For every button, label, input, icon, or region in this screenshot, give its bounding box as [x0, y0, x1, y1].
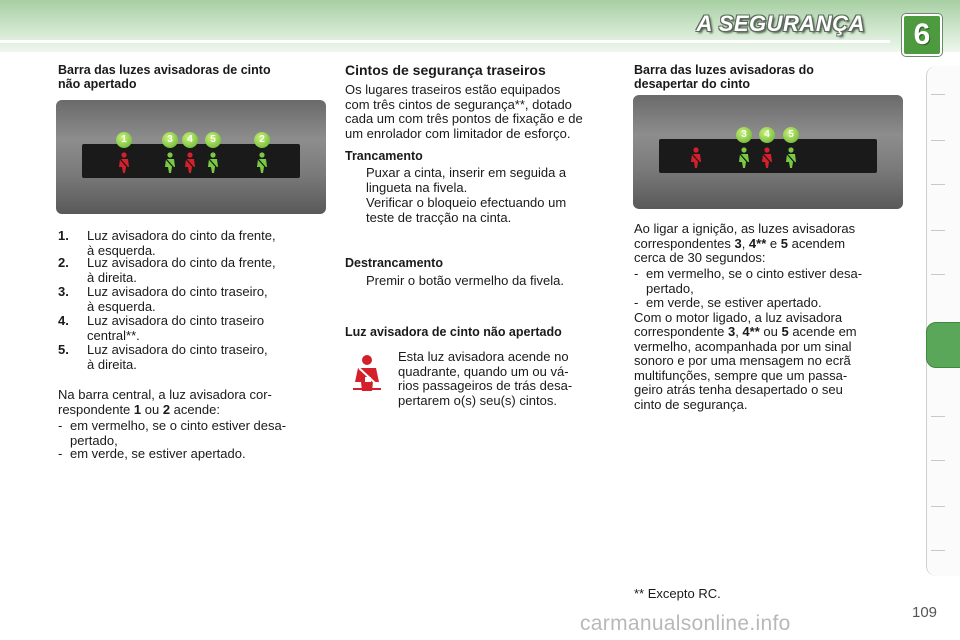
tab-divider — [931, 184, 945, 185]
seatbelt-green-icon — [737, 147, 751, 169]
left-heading — [58, 64, 338, 91]
panel-badge: 3 — [162, 132, 178, 148]
paragraph-line: cinto de segurança. — [634, 396, 748, 412]
paragraph-line: multifunções, sempre que um passa- — [634, 367, 848, 383]
tab-divider — [931, 550, 945, 551]
paragraph-line: Ao ligar a ignição, as luzes avisadoras — [634, 221, 856, 236]
dash-text: em verde, se estiver apertado. — [70, 446, 246, 461]
chapter-number-badge: 6 — [902, 14, 942, 56]
chapter-tab-strip — [926, 66, 960, 576]
text-run: respondente — [58, 401, 134, 417]
dash-text: em vermelho, se o cinto estiver desa- — [646, 266, 863, 281]
paragraph-line: Na barra central, a luz avisadora cor- — [58, 387, 272, 402]
text-run: ou — [141, 401, 163, 417]
seatbelt-green-icon — [206, 152, 220, 174]
bullet-text: Puxar a cinta, inserir em seguida a — [366, 165, 567, 180]
watermark: carmanualsonline.info — [580, 612, 791, 635]
bold-ref: 5 — [781, 324, 789, 339]
page-number: 109 — [912, 604, 938, 621]
warning-line: Esta luz avisadora acende no — [398, 349, 569, 364]
middle-title: Cintos de segurança traseiros — [345, 62, 546, 78]
text-run: correspondente — [634, 324, 728, 339]
text-run: ou — [759, 324, 782, 339]
right-heading-line: Barra das luzes avisadoras do — [634, 63, 814, 77]
item-text: Luz avisadora do cinto traseiro — [87, 313, 265, 328]
dash-mark: - — [58, 418, 63, 433]
dash-text: em vermelho, se o cinto estiver desa- — [70, 418, 287, 433]
item-number: 2. — [58, 255, 69, 270]
seatbelt-red-icon — [760, 147, 774, 169]
dash-text: em verde, se estiver apertado. — [646, 295, 822, 310]
bold-ref: 2 — [162, 401, 171, 417]
text-run: , — [741, 235, 749, 251]
seatbelt-green-icon — [163, 152, 177, 174]
text-run: , — [735, 324, 743, 339]
bullet-text: teste de tracção na cinta. — [366, 209, 512, 225]
seatbelt-red-icon — [183, 152, 197, 174]
right-paragraph-2 — [634, 311, 904, 326]
item-text: central**. — [87, 327, 140, 343]
bold-ref: 5 — [780, 235, 788, 251]
paragraph-line: Com o motor ligado, a luz avisadora — [634, 309, 843, 325]
paragraph-line: cerca de 30 segundos: — [634, 250, 766, 265]
text-run: acendem — [787, 235, 846, 251]
warning-line: quadrante, quando um ou vá- — [398, 363, 569, 379]
dash-mark: - — [634, 295, 639, 310]
panel-badge: 2 — [254, 132, 270, 148]
intro-line: com três cintos de segurança**, dotado — [345, 96, 572, 112]
left-paragraph-line2 — [58, 403, 324, 418]
intro-line: Os lugares traseiros estão equipados — [345, 82, 561, 97]
right-heading — [634, 64, 904, 91]
bold-ref: 3 — [734, 235, 742, 251]
tab-divider — [931, 460, 945, 461]
text-run: acende em — [788, 324, 857, 339]
header-stripe — [0, 40, 890, 43]
warning-line: rios passageiros de trás desa- — [398, 378, 573, 393]
tab-chapter-6-active[interactable] — [926, 322, 960, 368]
panel-badge: 5 — [205, 132, 221, 148]
item-number: 3. — [58, 284, 69, 299]
tab-divider — [931, 416, 945, 417]
bullet-text: Verificar o bloqueio efectuando um — [366, 195, 567, 210]
item-text: Luz avisadora do cinto da frente, — [87, 255, 276, 270]
chapter-title: A SEGURANÇA — [696, 11, 865, 36]
bullet-text: Premir o botão vermelho da fivela. — [366, 273, 564, 288]
item-number: 5. — [58, 342, 69, 357]
right-paragraph-1-line2 — [634, 237, 904, 252]
intro-line: um enrolador com limitador de esforço. — [345, 125, 571, 141]
left-heading-line: Barra das luzes avisadoras de cinto — [58, 63, 271, 77]
item-text: à esquerda. — [87, 298, 156, 314]
middle-intro — [345, 83, 615, 141]
bold-ref: 3 — [727, 324, 736, 339]
panel-badge: 5 — [783, 127, 799, 143]
item-number: 4. — [58, 313, 69, 328]
left-paragraph — [58, 388, 324, 403]
right-paragraph-2-rest — [634, 340, 904, 413]
dash-text: pertado, — [70, 432, 118, 448]
warning-heading: Luz avisadora de cinto não apertado — [345, 325, 562, 339]
panel-badge: 3 — [736, 127, 752, 143]
seatbelt-red-icon — [117, 152, 131, 174]
left-heading-line: não apertado — [58, 76, 137, 91]
tab-divider — [931, 506, 945, 507]
page-header — [0, 0, 960, 52]
item-text: Luz avisadora do cinto traseiro, — [87, 284, 268, 299]
unlock-heading: Destrancamento — [345, 256, 443, 270]
panel-badge: 4 — [759, 127, 775, 143]
bold-ref: 4** — [742, 324, 760, 339]
warning-text — [398, 350, 615, 408]
item-text: à esquerda. — [87, 242, 156, 258]
intro-line: cada um com três pontos de fixação e de — [345, 111, 583, 126]
paragraph-line: geiro atrás tenha desapertado o seu — [634, 382, 843, 397]
text-run: e — [766, 235, 781, 251]
seatbelt-warning-icon — [350, 354, 384, 392]
tab-divider — [931, 230, 945, 231]
panel-badge: 4 — [182, 132, 198, 148]
right-paragraph-1 — [634, 222, 904, 237]
tab-divider — [931, 140, 945, 141]
paragraph-line: sonoro e por uma mensagem no ecrã — [634, 353, 851, 368]
front-seatbelt-warning-panel — [56, 100, 326, 214]
right-heading-line: desapertar do cinto — [634, 76, 750, 91]
bold-ref: 1 — [133, 401, 142, 417]
seatbelt-red-icon — [689, 147, 703, 169]
item-text: Luz avisadora do cinto da frente, — [87, 228, 276, 243]
lock-heading: Trancamento — [345, 149, 423, 163]
dash-mark: - — [58, 446, 63, 461]
item-text: Luz avisadora do cinto traseiro, — [87, 342, 268, 357]
bullet-text: lingueta na fivela. — [366, 179, 468, 195]
right-paragraph-2-line2 — [634, 325, 904, 340]
paragraph-line: vermelho, acompanhada por um sinal — [634, 338, 852, 354]
warning-line: pertarem o(s) seu(s) cintos. — [398, 392, 557, 408]
seatbelt-green-icon — [784, 147, 798, 169]
rear-seatbelt-warning-panel — [633, 95, 903, 209]
dash-mark: - — [634, 266, 639, 281]
seatbelt-green-icon — [255, 152, 269, 174]
bold-ref: 4** — [748, 235, 767, 251]
panel-badge: 1 — [116, 132, 132, 148]
text-run: acende: — [170, 401, 220, 417]
tab-divider — [931, 274, 945, 275]
item-text: à direita. — [87, 356, 137, 372]
item-text: à direita. — [87, 269, 137, 285]
text-run: correspondentes — [634, 235, 735, 251]
item-number: 1. — [58, 228, 69, 243]
tab-divider — [931, 94, 945, 95]
footnote: ** Excepto RC. — [634, 586, 721, 601]
dash-text: pertado, — [646, 280, 694, 296]
